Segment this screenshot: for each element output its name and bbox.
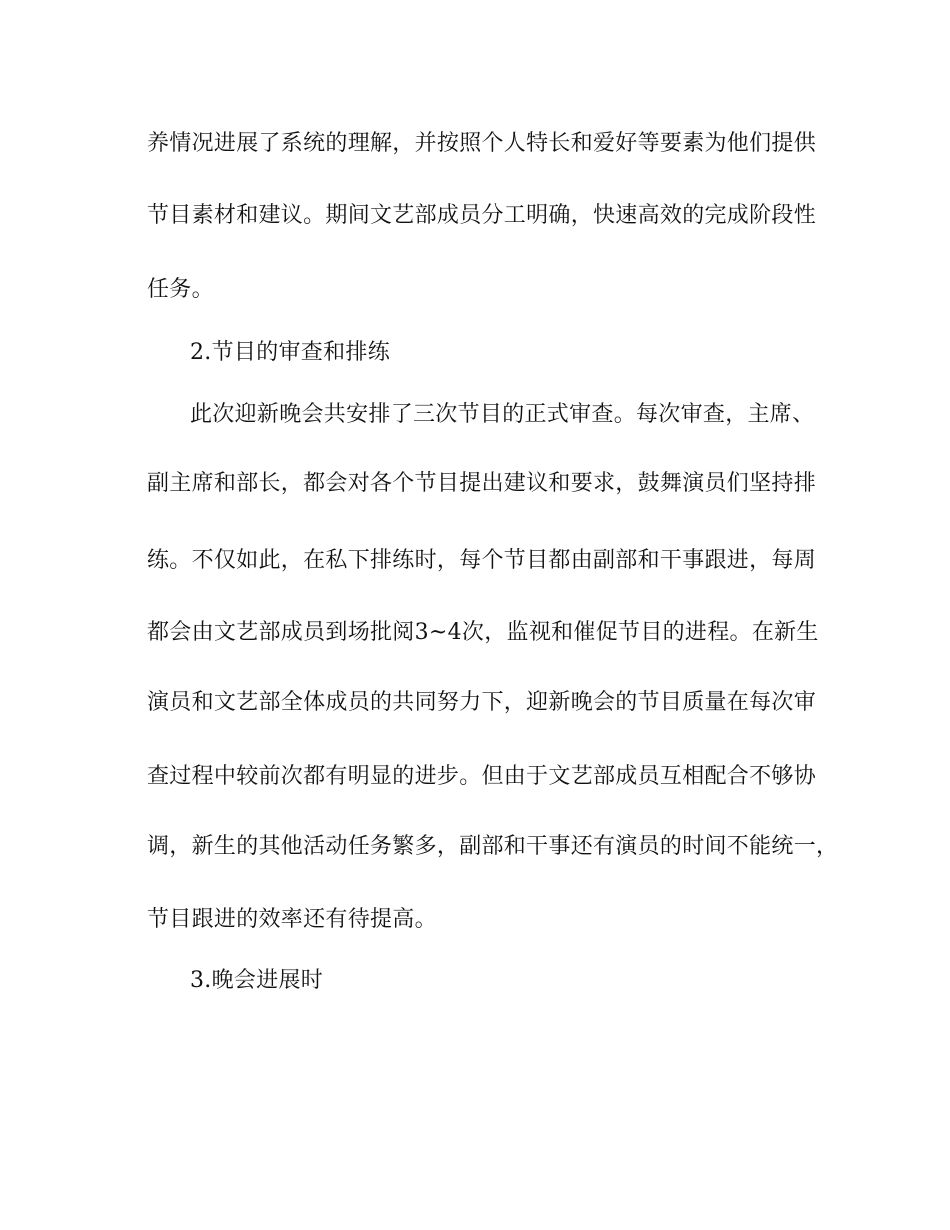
- paragraph-line: 节目素材和建议。期间文艺部成员分工明确，快速高效的完成阶段性: [147, 203, 817, 228]
- paragraph-line: 此次迎新晚会共安排了三次节目的正式审查。每次审查，主席、: [190, 402, 815, 427]
- paragraph-line: 练。不仅如此，在私下排练时，每个节目都由副部和干事跟进，每周: [147, 548, 817, 573]
- paragraph-line: 查过程中较前次都有明显的进步。但由于文艺部成员互相配合不够协: [147, 764, 817, 789]
- paragraph-line: 节目跟进的效率还有待提高。: [147, 907, 437, 932]
- paragraph-line: 副主席和部长，都会对各个节目提出建议和要求，鼓舞演员们坚持排: [147, 471, 817, 496]
- paragraph-line: 调，新生的其他活动任务繁多，副部和干事还有演员的时间不能统一，: [147, 834, 839, 859]
- section-heading: 3.晚会进展时: [190, 968, 324, 993]
- paragraph-line: 任务。: [147, 277, 214, 302]
- paragraph-line: 都会由文艺部成员到场批阅3~4次，监视和催促节目的进程。在新生: [147, 620, 819, 645]
- section-heading: 2.节目的审查和排练: [190, 340, 390, 365]
- paragraph-line: 演员和文艺部全体成员的共同努力下，迎新晚会的节目质量在每次审: [147, 690, 817, 715]
- paragraph-line: 养情况进展了系统的理解，并按照个人特长和爱好等要素为他们提供: [147, 131, 817, 156]
